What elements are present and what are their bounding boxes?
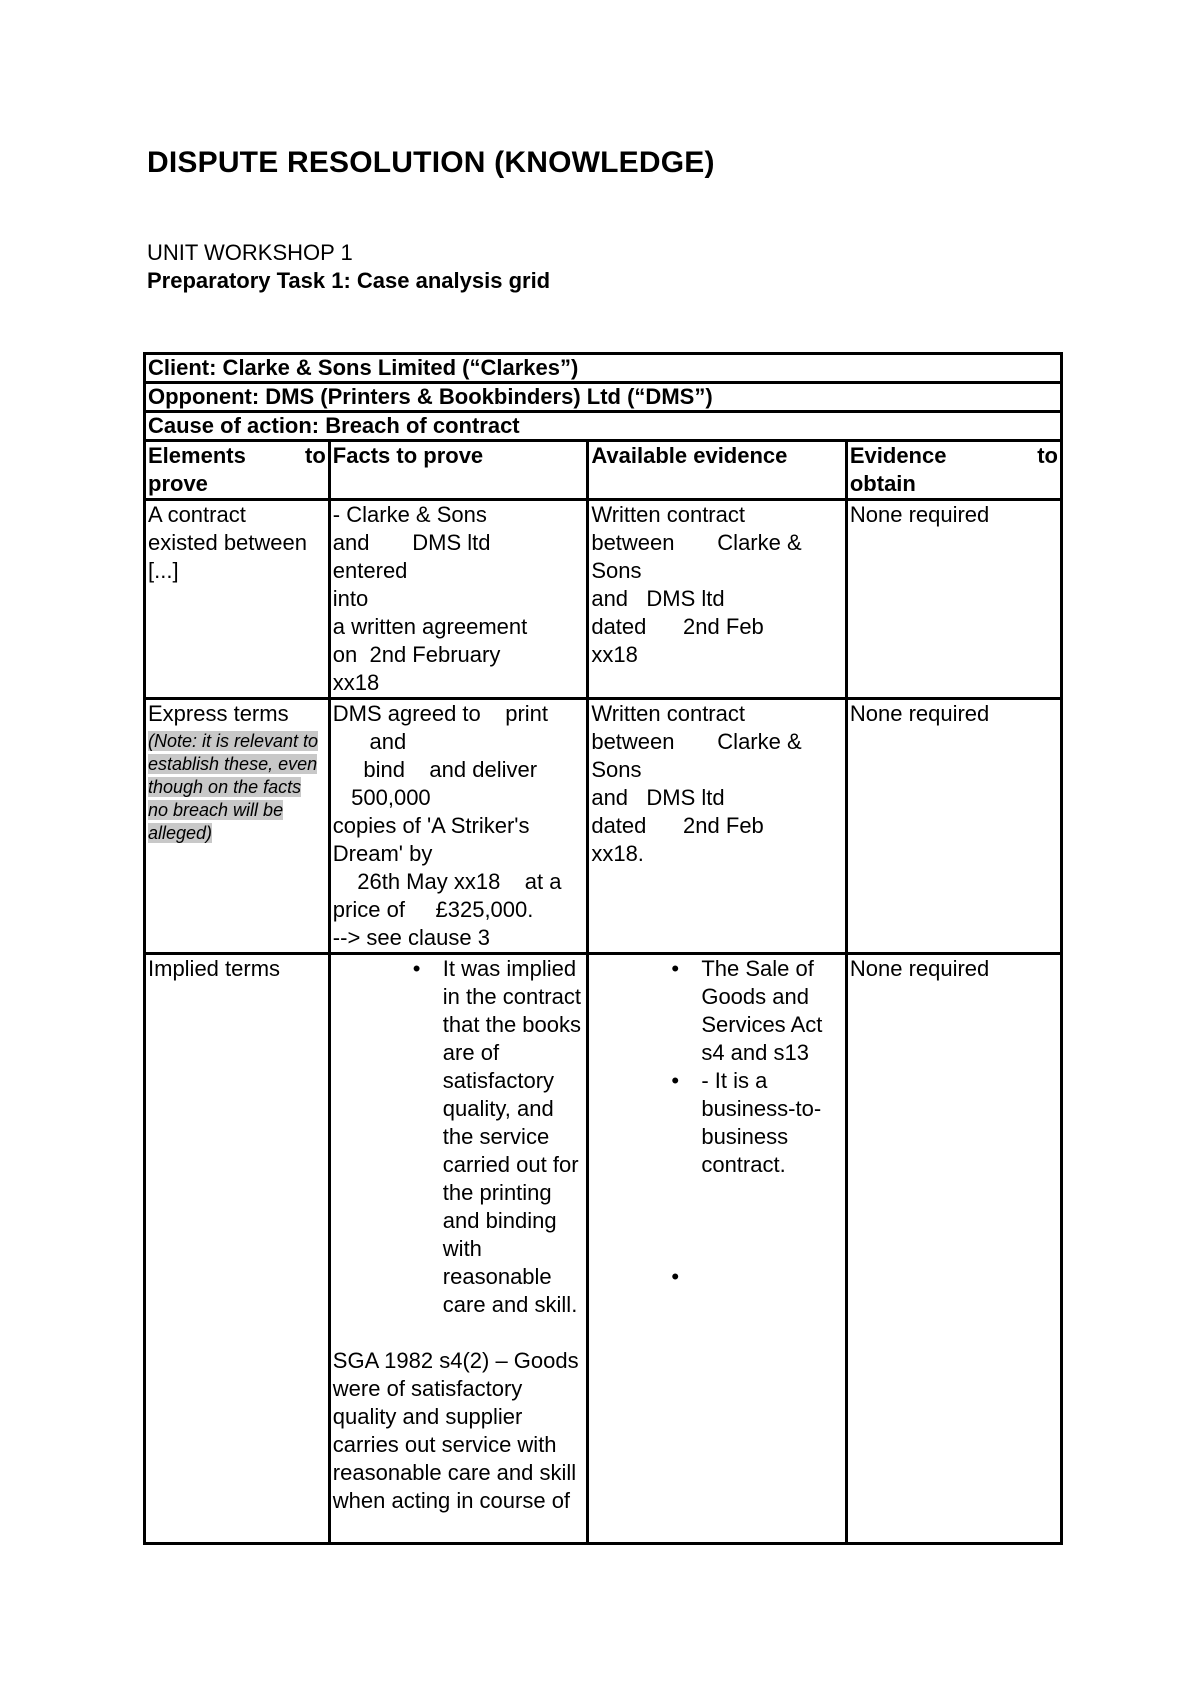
row3-available-list bbox=[591, 955, 843, 1291]
client-row: Client: Clarke & Sons Limited (“Clarkes”) bbox=[145, 354, 1062, 383]
row3-element: Implied terms bbox=[145, 954, 330, 1544]
table-row bbox=[145, 954, 1062, 1544]
header-obtain-word: Evidence bbox=[849, 443, 947, 468]
row2-facts: DMS agreed to print and bind and deliver 500,000 copies of 'A Striker's Dream' by 26th May xx18 at a price of £325,000. --> see clause 3 bbox=[329, 699, 588, 954]
header-elements-word: Elements bbox=[148, 443, 246, 468]
workshop-label: UNIT WORKSHOP 1 bbox=[147, 240, 353, 265]
table-row bbox=[145, 699, 1062, 954]
row1-facts: - Clarke & Sons and DMS ltd entered into a written agreement on 2nd February xx18 bbox=[329, 500, 588, 699]
row1-element: A contract existed between [...] bbox=[145, 500, 330, 699]
header-row bbox=[145, 441, 1062, 500]
table-row bbox=[145, 500, 1062, 699]
document-title: DISPUTE RESOLUTION (KNOWLEDGE) bbox=[147, 146, 715, 179]
header-obtain bbox=[846, 441, 1061, 500]
list-item bbox=[701, 1263, 843, 1291]
list-item: • It was implied in the contract that the books are of satisfactory quality, and the service carried out for the printing and binding with reasonable care and skill. bbox=[443, 955, 585, 1319]
header-elements bbox=[145, 441, 330, 500]
row3-available bbox=[588, 954, 847, 1544]
header-elements-prove: prove bbox=[148, 471, 208, 496]
header-obtain-to: to bbox=[1037, 443, 1058, 468]
row2-element-cell bbox=[145, 699, 330, 954]
header-obtain-obtain: obtain bbox=[849, 471, 916, 496]
opponent-row: Opponent: DMS (Printers & Bookbinders) Ltd (“DMS”) bbox=[145, 383, 1062, 412]
case-analysis-grid bbox=[143, 352, 1063, 1545]
header-facts: Facts to prove bbox=[329, 441, 588, 500]
row2-element: Express terms bbox=[148, 701, 289, 726]
row1-available: Written contract between Clarke & Sons and DMS ltd dated 2nd Feb xx18 bbox=[588, 500, 847, 699]
row1-obtain: None required bbox=[846, 500, 1061, 699]
list-item: • The Sale of Goods and Services Act s4 and s13 bbox=[701, 955, 843, 1067]
row2-note: (Note: it is relevant to establish these, even though on the facts no breach will be alleged) bbox=[148, 731, 319, 843]
header-available: Available evidence bbox=[588, 441, 847, 500]
row2-available: Written contract between Clarke & Sons and DMS ltd dated 2nd Feb xx18. bbox=[588, 699, 847, 954]
row2-obtain: None required bbox=[846, 699, 1061, 954]
list-item: • - It is a business-to-business contract. bbox=[701, 1067, 843, 1179]
row3-facts-list bbox=[333, 955, 585, 1319]
header-elements-to: to bbox=[305, 443, 326, 468]
task-heading: Preparatory Task 1: Case analysis grid bbox=[147, 268, 551, 293]
row3-facts bbox=[329, 954, 588, 1544]
cause-of-action-row: Cause of action: Breach of contract bbox=[145, 412, 1062, 441]
row3-facts-extra: SGA 1982 s4(2) – Goods were of satisfactory quality and supplier carries out service with reasonable care and skill when acting in course of bbox=[332, 1348, 579, 1513]
row3-obtain: None required bbox=[846, 954, 1061, 1544]
